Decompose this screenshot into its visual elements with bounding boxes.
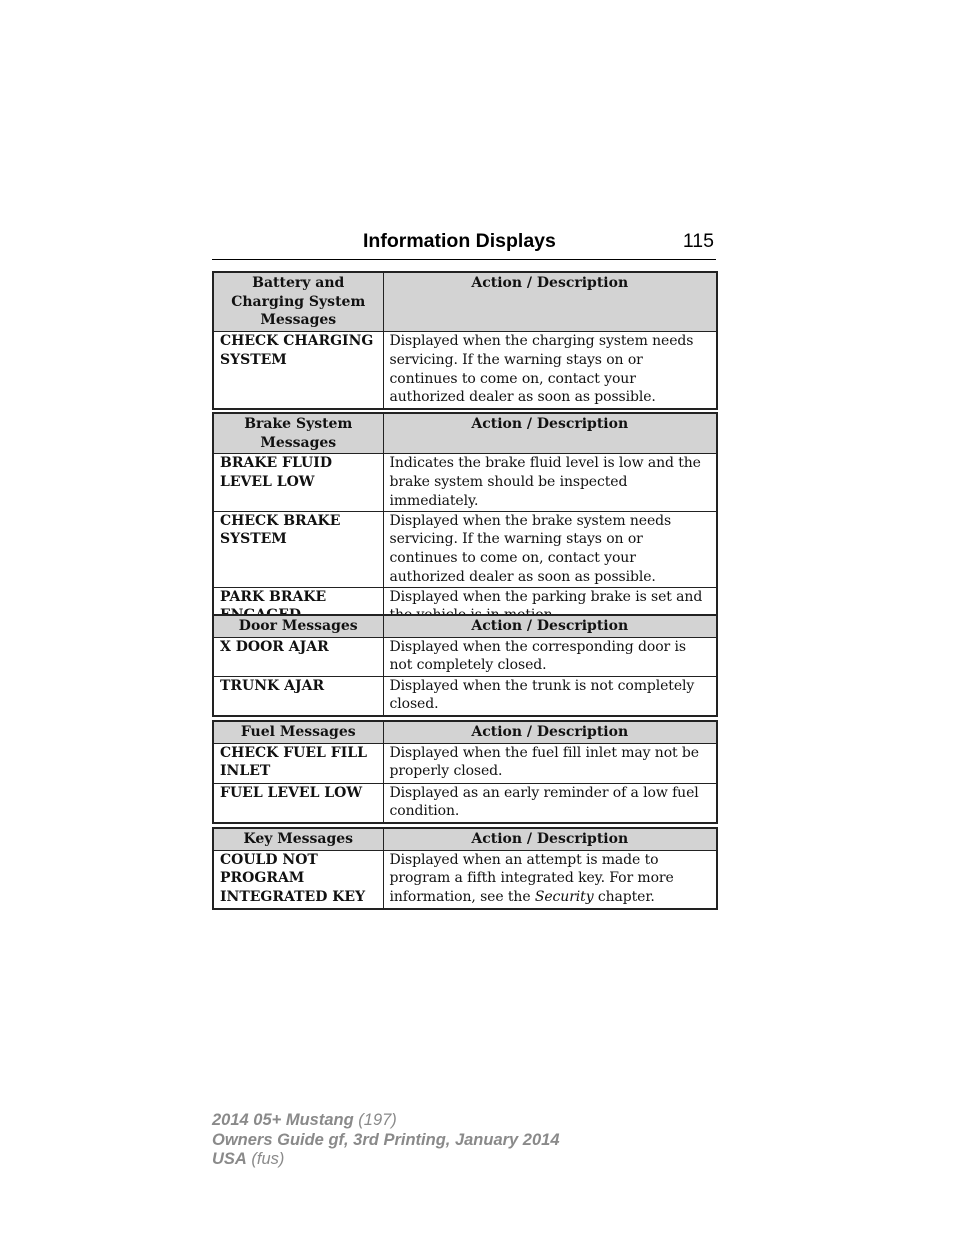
description-text-end: chapter. — [593, 889, 655, 906]
column-header-action: Action / Description — [383, 721, 717, 743]
message-name: PARK BRAKE — [213, 587, 383, 627]
table-row — [213, 743, 717, 783]
message-description — [383, 850, 717, 909]
table-row — [213, 676, 717, 716]
brake-messages-table — [212, 412, 718, 628]
page-footer — [212, 1111, 560, 1170]
message-description: Displayed when the charging system needs servicing. If the warning stays on or continues to come on, contact your authorized dealer as soon as possible. — [383, 332, 717, 409]
table-header-row — [213, 828, 717, 850]
footer-line-vehicle: 2014 05+ Mustang (197) — [212, 1111, 397, 1129]
footer-line-region: USA (fus) — [212, 1150, 285, 1168]
message-description: Displayed when the fuel fill inlet may not be properly closed. — [383, 743, 717, 783]
door-messages-table — [212, 614, 718, 717]
message-name: CHECK CHARGING SYSTEM — [213, 332, 383, 409]
message-name: FUEL LEVEL LOW — [213, 783, 383, 823]
table-row — [213, 850, 717, 909]
fuel-messages-table — [212, 720, 718, 824]
table-header-row — [213, 413, 717, 454]
message-description: Displayed when the parking brake is set and — [383, 587, 717, 627]
page-number: 115 — [682, 230, 714, 252]
table-header-row — [213, 272, 717, 332]
message-name: CHECK FUEL FILL INLET — [213, 743, 383, 783]
battery-messages-table — [212, 271, 718, 410]
section-title: Information Displays — [363, 230, 556, 252]
column-header-messages: Fuel Messages — [213, 721, 383, 743]
column-header-action: Action / Description — [383, 272, 717, 332]
security-chapter-reference: Security — [534, 889, 594, 906]
table-header-row — [213, 615, 717, 637]
column-header-action: Action / Description — [383, 413, 717, 454]
message-description: Displayed when the trunk is not completely closed. — [383, 676, 717, 716]
key-messages-table — [212, 827, 718, 910]
column-header-messages: Brake System Messages — [213, 413, 383, 454]
table-row — [213, 454, 717, 511]
column-header-action: Action / Description — [383, 828, 717, 850]
message-name: X DOOR AJAR — [213, 637, 383, 676]
description-text: Displayed when an attempt is made to program a fifth integrated key. For more information, see the — [389, 851, 674, 906]
column-header-messages: Battery and Charging System Messages — [213, 272, 383, 332]
message-description: Displayed as an early reminder of a low fuel condition. — [383, 783, 717, 823]
column-header-action: Action / Description — [383, 615, 717, 637]
message-description: Displayed when the brake system needs servicing. If the warning stays on or continues to come on, contact your authorized dealer as soon as possible. — [383, 511, 717, 587]
page-header — [212, 228, 716, 260]
table-row — [213, 637, 717, 676]
message-name: COULD NOT PROGRAM INTEGRATED KEY — [213, 850, 383, 909]
table-row — [213, 511, 717, 587]
column-header-messages: Door Messages — [213, 615, 383, 637]
message-name: TRUNK AJAR — [213, 676, 383, 716]
table-row — [213, 332, 717, 409]
footer-line-guide: Owners Guide gf, 3rd Printing, January 2014 — [212, 1130, 560, 1149]
message-name: CHECK BRAKE SYSTEM — [213, 511, 383, 587]
message-description: Displayed when the corresponding door is not completely closed. — [383, 637, 717, 676]
message-name: BRAKE FLUID LEVEL LOW — [213, 454, 383, 511]
message-description: Indicates the brake fluid level is low and the brake system should be inspected immediately. — [383, 454, 717, 511]
table-row — [213, 783, 717, 823]
table-header-row — [213, 721, 717, 743]
column-header-messages: Key Messages — [213, 828, 383, 850]
